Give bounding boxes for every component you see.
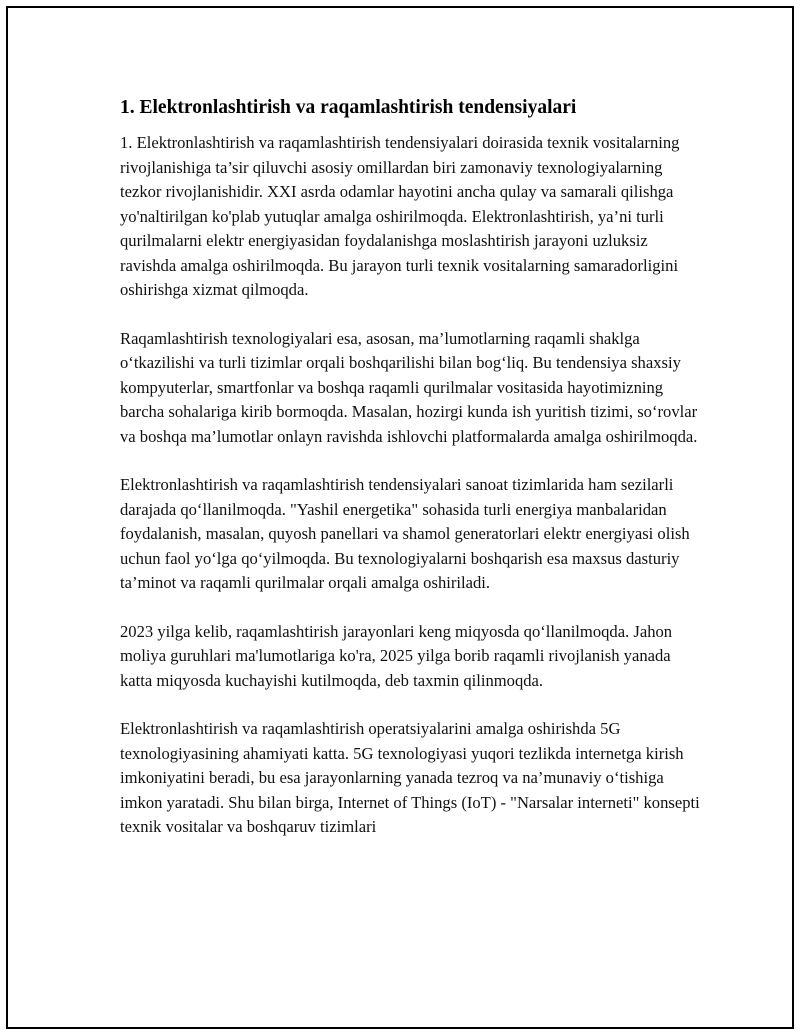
- document-page: [6, 6, 794, 1029]
- paragraph-2: Raqamlashtirish texnologiyalari esa, asosan, ma’lumotlarning raqamli shaklga o‘tkazilishi va turli tizimlar orqali boshqarilishi bilan bog‘liq. Bu tendensiya shaxsiy kompyuterlar, smartfonlar va boshqa raqamli qurilmalar vositasida hayotimizning barcha sohalariga kirib bormoqda. Masalan, hozirgi kunda ish yuritish tizimi, so‘rovlar va boshqa ma’lumotlar onlayn ravishda ishlovchi platformalarda amalga oshirilmoqda.: [120, 328, 698, 446]
- paragraph-4: 2023 yilga kelib, raqamlashtirish jarayonlari keng miqyosda qo‘llanilmoqda. Jahon moliya guruhlari ma'lumotlariga ko'ra, 2025 yilga borib raqamli rivojlanish yanada katta miqyosda kuchayishi kutilmoqda, deb taxmin qilinmoqda.: [120, 621, 673, 690]
- document-body: [120, 94, 700, 864]
- paragraph-5: Elektronlashtirish va raqamlashtirish operatsiyalarini amalga oshirishda 5G texnologiyasining ahamiyati katta. 5G texnologiyasi yuqori tezlikda internetga kirish imkoniyatini beradi, bu esa jarayonlarning yanada tezroq va na’munaviy o‘tishiga imkon yaratadi. Shu bilan birga, Internet of Things (IoT) - "Narsalar interneti" konsepti texnik vositalar va boshqaruv tizimlari: [120, 719, 700, 837]
- paragraph-1: 1. Elektronlashtirish va raqamlashtirish tendensiyalari doirasida texnik vositalarning rivojlanishiga ta’sir qiluvchi asosiy omillardan biri zamonaviy texnologiyalarning tezkor rivojlanishidir. XXI asrda odamlar hayotini ancha qulay va samarali qilishga yo'naltirilgan ko'plab yutuqlar amalga oshirilmoqda. Elektronlashtirish, ya’ni turli qurilmalarni elektr energiyasidan foydalanishga moslashtirish jarayoni uzluksiz ravishda amalga oshirilmoqda. Bu jarayon turli texnik vositalarning samaradorligini oshirishga xizmat qilmoqda.: [120, 133, 680, 300]
- paragraph-3: Elektronlashtirish va raqamlashtirish tendensiyalari sanoat tizimlarida ham sezilarli darajada qo‘llanilmoqda. "Yashil energetika" sohasida turli energiya manbalaridan foydalanish, masalan, quyosh panellari va shamol generatorlari elektr energiyasi olish uchun faol yo‘lga qo‘yilmoqda. Bu texnologiyalarni boshqarish esa maxsus dasturiy ta’minot va raqamli qurilmalar orqali amalga oshiriladi.: [120, 475, 690, 593]
- section-heading: 1. Elektronlashtirish va raqamlashtirish tendensiyalari: [120, 97, 577, 118]
